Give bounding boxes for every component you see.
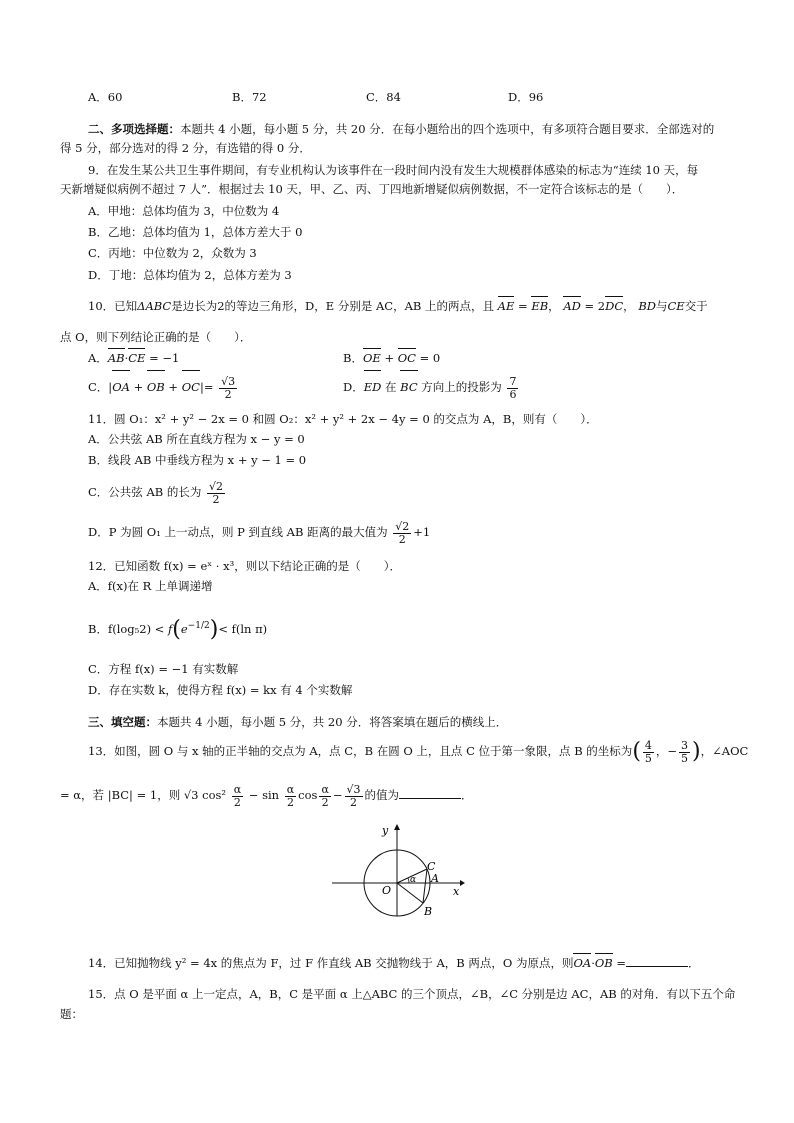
function-f: f	[168, 621, 173, 636]
denominator: 5	[644, 751, 652, 765]
plus-op: +	[168, 380, 179, 394]
q11-stem: 11．圆 O₁：x² + y² − 2x = 0 和圆 O₂：x² + y² + 2x − 4y = 0 的交点为 A，B，则有（ ）．	[88, 412, 598, 426]
vector-oc: OC	[397, 351, 416, 365]
numerator: 7	[509, 374, 517, 388]
section3-heading	[88, 715, 507, 730]
q10-eq: = 2	[584, 299, 606, 313]
q10-line-bd: BD	[638, 299, 656, 313]
q13-text: cos	[298, 788, 318, 802]
vector-oc: OC	[182, 373, 200, 401]
q13-text: −	[332, 788, 343, 802]
q9-stem-line1: 9．在发生某公共卫生事件期间，有专业机构认为该事件在一段时间内没有发生大规模群体感染的标志为“连续 10 天，每	[88, 163, 699, 177]
denominator: 2	[233, 795, 241, 809]
q13-stem-line1	[88, 736, 748, 767]
q9-option-a: A．甲地：总体均值为 3，中位数为 4	[88, 204, 280, 218]
vector-ob: OB	[147, 373, 165, 401]
q12-option-d: D．存在实数 k，使得方程 f(x) = kx 有 4 个实数解	[88, 683, 353, 697]
q11-option-a: A．公共弦 AB 所在直线方程为 x − y = 0	[88, 432, 305, 446]
section2-text: 本题共 4 小题，每小题 5 分，共 20 分．在每小题给出的四个选项中，有多项符合题目要求．全部选对的	[180, 122, 715, 136]
dot-op: ·	[591, 956, 595, 970]
vector-eb: EB	[531, 299, 549, 313]
answer-blank	[399, 787, 461, 799]
q13-text: ．	[461, 788, 473, 802]
q10-text: 方向上的投影为	[421, 380, 502, 394]
vector-ed: ED	[364, 373, 382, 401]
q8-option-a: A．60	[88, 90, 123, 104]
q10-text: 的等边三角形，D，E 分别是 AC，AB 上的两点，且	[224, 299, 494, 313]
vector-ad: AD	[563, 299, 581, 313]
label-alpha: α	[410, 875, 417, 885]
vector-ae: AE	[497, 299, 515, 313]
q10-eq: =	[518, 299, 528, 313]
q10-stem-line2: 点 O，则下列结论正确的是（ ）．	[60, 330, 252, 344]
q9-option-c: C．丙地：中位数为 2，众数为 3	[88, 246, 257, 260]
option-text: B．f(log₅2) <	[88, 621, 165, 636]
q12-option-c: C．方程 f(x) = −1 有实数解	[88, 662, 239, 676]
section3-title: 三、填空题：	[88, 715, 157, 729]
option-label: D．	[343, 380, 364, 394]
section2-line2: 得 5 分，部分选对的得 2 分，有选错的得 0 分．	[60, 141, 311, 155]
q10-option-b	[343, 351, 440, 366]
vector-oe: OE	[362, 351, 381, 365]
denominator: 2	[321, 795, 329, 809]
q10-text: 在	[385, 380, 397, 394]
q11-option-d	[88, 517, 430, 547]
q13-text: − sin	[248, 788, 280, 802]
right-paren: )	[692, 739, 701, 764]
q10-text: 交于	[684, 299, 708, 313]
q9-option-d: D．丁地：总体均值为 2，总体方差为 3	[88, 268, 292, 282]
fraction	[285, 784, 296, 809]
q10-option-d	[343, 373, 520, 401]
vector-oa: OA	[112, 373, 130, 401]
euler-e: e	[180, 621, 188, 636]
q13-stem-line2	[60, 780, 473, 810]
fraction	[679, 740, 690, 765]
q10-text: 与	[655, 299, 668, 313]
denominator: 2	[350, 795, 358, 809]
numerator: √3	[221, 374, 236, 388]
q10-text: 10．已知	[88, 299, 138, 313]
q9-stem-line2: 天新增疑似病例不超过 7 人”．根据过去 10 天，甲、乙、丙、丁四地新增疑似病例数据，不一定符合该标志的是（ ）．	[60, 182, 684, 196]
segment-ob	[397, 883, 423, 903]
fraction	[319, 784, 330, 809]
label-x: x	[453, 885, 460, 898]
exponent: −1/2	[187, 621, 210, 631]
option-label: B．	[343, 351, 363, 365]
denominator: 2	[224, 387, 232, 401]
fraction	[345, 784, 363, 809]
numerator: √2	[209, 479, 224, 493]
q10-stem-line1	[88, 299, 708, 314]
numerator: √3	[346, 782, 361, 796]
q8-option-b: B．72	[232, 90, 267, 104]
numerator: 3	[681, 738, 689, 752]
denominator: 2	[398, 532, 406, 546]
option-value: = −1	[149, 351, 180, 365]
left-paren: (	[632, 739, 641, 764]
numerator: α	[321, 782, 329, 796]
label-a: A	[431, 872, 439, 885]
denominator: 6	[509, 387, 517, 401]
fraction	[393, 521, 411, 546]
fraction	[207, 481, 225, 506]
q13-text: 的值为	[364, 788, 400, 802]
vector-oa: OA	[573, 956, 592, 970]
q14-eq: =	[616, 956, 627, 970]
section3-text: 本题共 4 小题，每小题 5 分，共 20 分．将答案填在题后的横线上．	[157, 715, 508, 729]
q10-option-c	[88, 373, 239, 401]
fraction	[507, 376, 518, 401]
plus-op: +	[133, 380, 144, 394]
label-y: y	[382, 824, 389, 837]
q12-option-a: A．f(x)在 R 上单调递增	[88, 579, 213, 593]
q13-text: ，∠AOC	[700, 744, 749, 758]
q11-option-b: B．线段 AB 中垂线方程为 x + y − 1 = 0	[88, 453, 307, 467]
q13-text: = α，若 |BC| = 1，则 √3 cos²	[60, 788, 227, 802]
q10-sep: ，	[623, 299, 635, 313]
q10-side: 2	[217, 299, 225, 313]
vector-bc: BC	[400, 373, 417, 401]
left-paren: (	[172, 616, 181, 642]
label-b: B	[424, 905, 433, 918]
section2-title: 二、多项选择题：	[88, 122, 180, 136]
fraction	[219, 376, 237, 401]
fraction	[643, 740, 654, 765]
q15-stem-line1: 15．点 O 是平面 α 上一定点，A，B，C 是平面 α 上△ABC 的三个顶点，∠B，∠C 分别是边 AC，AB 的对角．有以下五个命	[88, 987, 736, 1001]
denominator: 5	[681, 751, 689, 765]
denominator: 2	[212, 492, 220, 506]
q10-line-ce: CE	[667, 299, 685, 313]
q12-option-b	[88, 610, 267, 646]
q8-option-c: C．84	[366, 90, 401, 104]
label-o: O	[382, 884, 392, 897]
numerator: α	[233, 782, 242, 796]
option-text: D．P 为圆 O₁ 上一动点，则 P 到直线 AB 距离的最大值为	[88, 525, 388, 539]
q13-text: ，−	[655, 744, 678, 758]
q14-text: ．	[688, 956, 700, 970]
vector-dc: DC	[605, 299, 624, 313]
option-label: C．|	[88, 380, 113, 394]
q8-option-d: D．96	[508, 90, 544, 104]
q10-text: 是边长为	[171, 299, 218, 313]
option-label: A．	[88, 351, 108, 365]
label-c: C	[427, 860, 436, 873]
q10-triangle: ΔABC	[137, 299, 172, 313]
option-value: +1	[413, 525, 431, 539]
dot-op: ·	[124, 351, 129, 365]
numerator: 4	[644, 738, 652, 752]
denominator: 2	[286, 795, 294, 809]
q13-circle-figure	[330, 818, 465, 918]
plus-op: +	[384, 351, 395, 365]
numerator: α	[286, 782, 295, 796]
q14-text: 14．已知抛物线 y² = 4x 的焦点为 F，过 F 作直线 AB 交抛物线于 A，B 两点，O 为原点，则	[88, 956, 574, 970]
q10-option-a	[88, 351, 179, 366]
vector-ce: CE	[128, 351, 146, 365]
q10-sep: ，	[548, 299, 560, 313]
right-paren: )	[209, 616, 219, 642]
q9-option-b: B．乙地：总体均值为 1，总体方差大于 0	[88, 225, 303, 239]
numerator: √2	[395, 519, 410, 533]
q12-stem: 12．已知函数 f(x) = eˣ · x³，则以下结论正确的是（ ）．	[88, 559, 401, 573]
answer-blank	[626, 955, 688, 967]
vector-ob: OB	[594, 956, 613, 970]
vector-ab: AB	[107, 351, 125, 365]
angle-arc	[408, 878, 409, 883]
section2-line1	[88, 122, 714, 137]
option-value: = 0	[419, 351, 441, 365]
fraction	[232, 784, 243, 809]
option-text: C．公共弦 AB 的长为	[88, 485, 202, 499]
option-value: |=	[199, 380, 214, 394]
q15-stem-line2: 题：	[60, 1007, 83, 1021]
option-text: < f(ln π)	[218, 621, 268, 636]
q11-option-c	[88, 477, 227, 507]
y-axis-arrow	[394, 824, 400, 830]
x-axis-arrow	[460, 880, 465, 886]
q13-text: 13．如图，圆 O 与 x 轴的正半轴的交点为 A，点 C，B 在圆 O 上，且点 C 位于第一象限，点 B 的坐标为	[88, 744, 633, 758]
q14-stem	[88, 955, 700, 971]
